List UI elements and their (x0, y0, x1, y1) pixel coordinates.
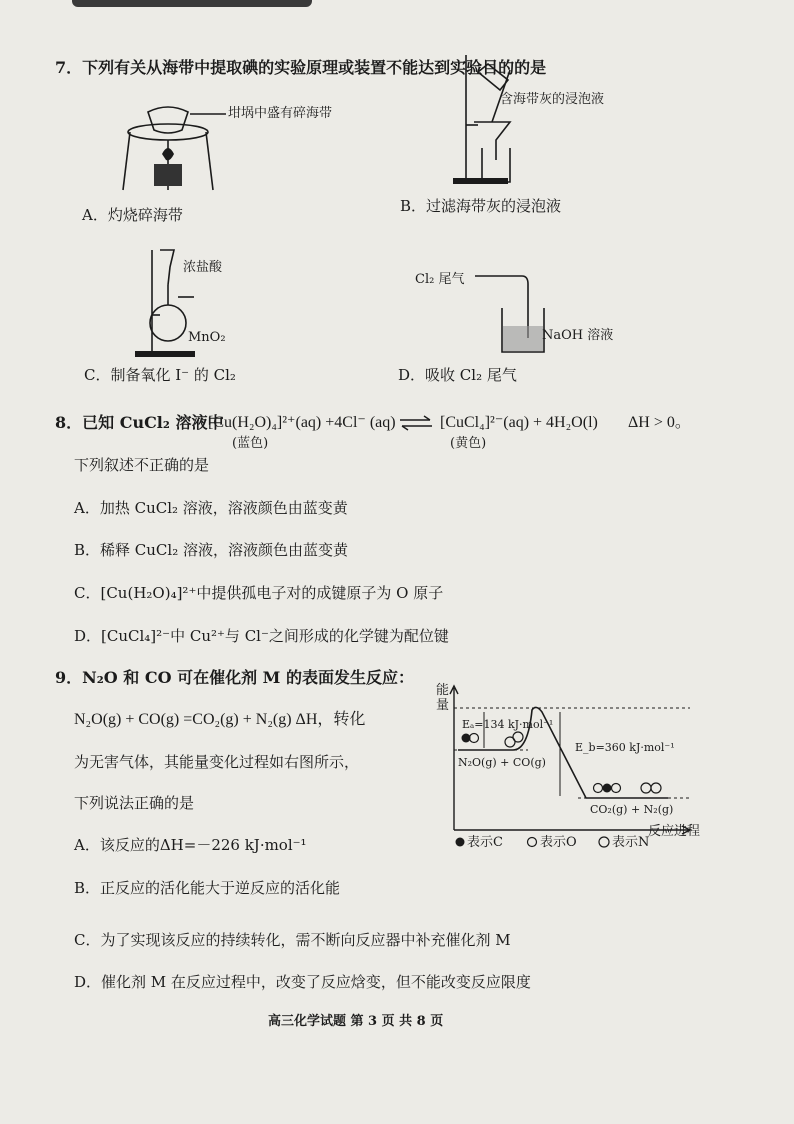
option-text: 灼烧碎海带 (107, 206, 183, 224)
q7-option-c (84, 365, 236, 385)
q8-option-a: A．加热 CuCl₂ 溶液，溶液颜色由蓝变黄 (74, 499, 348, 517)
funnel (474, 122, 510, 160)
q8-delta-h: ΔH > 0。 (628, 414, 691, 431)
diagram-ea-label: Eₐ=134 kJ·mol⁻¹ (462, 718, 554, 731)
option-letter: B． (400, 197, 427, 215)
diagram-eb-label: E_b=360 kJ·mol⁻¹ (575, 741, 675, 754)
q8-stem-prefix: 8．已知 CuCl₂ 溶液中 (55, 413, 224, 432)
q7-c-label-mno2: MnO₂ (188, 330, 226, 345)
flame-icon (162, 148, 174, 160)
oxygen-atom-icon (612, 784, 621, 793)
q9-stem: 9．N₂O 和 CO 可在催化剂 M 的表面发生反应： (55, 668, 414, 687)
clay-triangle (128, 124, 208, 140)
legend-carbon-icon (456, 838, 465, 847)
option-letter: A． (82, 206, 108, 224)
option-text: 吸收 Cl₂ 尾气 (425, 366, 517, 384)
diagram-y-label-1: 能 (436, 683, 450, 698)
q7-d-label-gas: Cl₂ 尾气 (415, 272, 465, 287)
legend-carbon-text: 表示C (467, 835, 503, 850)
option-text: 过滤海带灰的浸泡液 (426, 197, 562, 215)
option-letter: D． (398, 366, 426, 384)
scan-edge-mark (72, 0, 312, 7)
q8-question: 下列叙述不正确的是 (74, 456, 210, 474)
diagram-y-label-2: 量 (436, 698, 450, 713)
q9-reaction: N₂O(g) + CO(g) =CO₂(g) + N₂(g) ΔH，转化 (74, 711, 366, 728)
q8-note-blue: (蓝色) (232, 436, 269, 451)
q7-d-label-naoh: NaOH 溶液 (542, 328, 614, 343)
q9-option-a: A．该反应的ΔH=－226 kJ·mol⁻¹ (74, 836, 307, 854)
option-text: 制备氧化 I⁻ 的 Cl₂ (110, 366, 236, 384)
q8-option-c: C．[Cu(H₂O)₄]²⁺中提供孤电子对的成键原子为 O 原子 (74, 584, 444, 602)
q7-option-b (400, 196, 561, 216)
q7-c-label-hcl: 浓盐酸 (183, 260, 223, 275)
diagram-reactants-label: N₂O(g) + CO(g) (458, 756, 546, 769)
round-flask (150, 305, 186, 341)
q9-line3: 为无害气体，其能量变化过程如右图所示， (74, 753, 360, 771)
page-footer: 高三化学试题 第 3 页 共 8 页 (268, 1014, 444, 1029)
q7-stem: 7．下列有关从海带中提取碘的实验原理或装置不能达到实验目的的是 (55, 58, 547, 77)
naoh-solution (503, 326, 543, 351)
stand-base (135, 351, 195, 357)
q8-option-b: B．稀释 CuCl₂ 溶液，溶液颜色由蓝变黄 (74, 541, 348, 559)
equilibrium-arrow-icon (398, 414, 434, 432)
crucible-shape (148, 107, 188, 133)
stand-base (453, 178, 508, 184)
pouring-beaker (478, 64, 508, 90)
q8-note-yellow: (黄色) (450, 436, 487, 451)
oxygen-atom-icon (594, 784, 603, 793)
alcohol-lamp (154, 164, 182, 186)
diagram-x-label: 反应进程 (648, 824, 701, 839)
legend-oxygen-text: 表示O (540, 835, 577, 850)
legend-nitrogen-text: 表示N (612, 835, 650, 850)
q7-b-figure-label: 含海带灰的浸泡液 (500, 92, 605, 107)
q9-question: 下列说法正确的是 (74, 794, 195, 812)
option-letter: C． (84, 366, 111, 384)
dropping-funnel (160, 250, 174, 285)
tripod-leg (123, 132, 130, 190)
nitrogen-atom-icon (641, 783, 651, 793)
q9-option-b: B．正反应的活化能大于逆反应的活化能 (74, 879, 341, 897)
nitrogen-atom-icon (651, 783, 661, 793)
q9-option-d: D．催化剂 M 在反应过程中，改变了反应焓变，但不能改变反应限度 (74, 973, 531, 991)
q9-option-c: C．为了实现该反应的持续转化，需不断向反应器中补充催化剂 M (74, 931, 511, 949)
legend-nitrogen-icon (599, 837, 609, 847)
carbon-atom-icon (603, 784, 612, 793)
q8-equation-right: [CuCl₄]²⁻(aq) + 4H₂O(l) (440, 414, 598, 431)
diagram-products-label: CO₂(g) + N₂(g) (590, 803, 674, 816)
q7-figure-b-filtration (448, 50, 588, 190)
q8-equation-left: [Cu(H₂O)₄]²⁺(aq) +4Cl⁻ (aq) (208, 414, 396, 431)
q8-option-d: D．[CuCl₄]²⁻中 Cu²⁺与 Cl⁻之间形成的化学键为配位键 (74, 627, 449, 645)
legend-oxygen-icon (528, 838, 537, 847)
tripod-leg (206, 132, 213, 190)
q7-option-a (82, 205, 183, 225)
q7-option-d (398, 365, 517, 385)
q7-a-figure-label: 坩埚中盛有碎海带 (228, 106, 333, 121)
